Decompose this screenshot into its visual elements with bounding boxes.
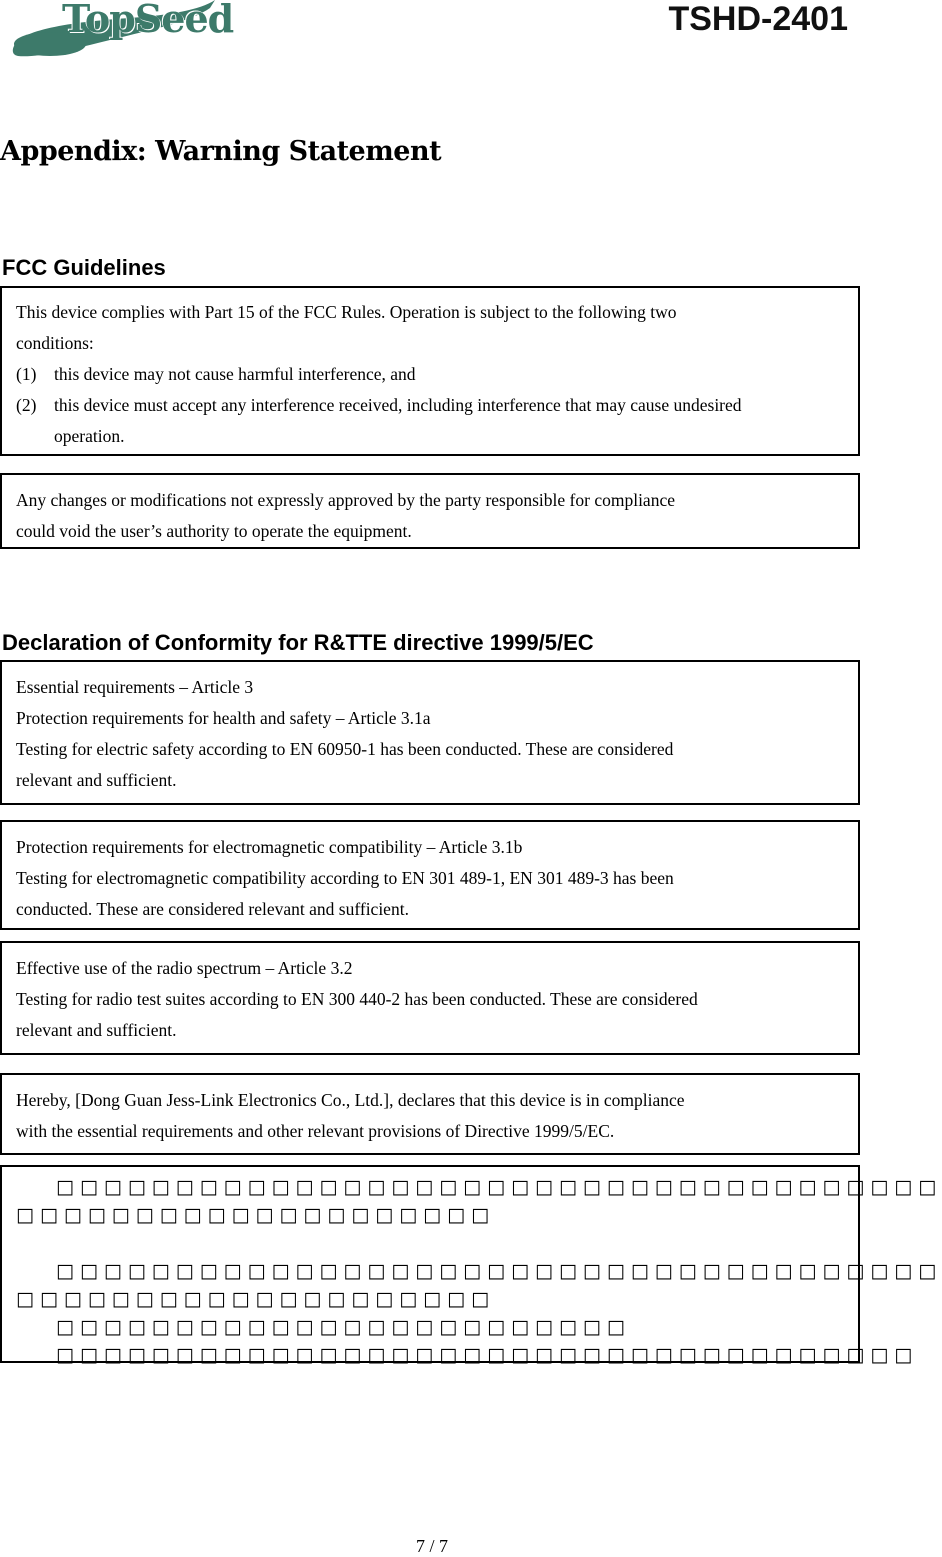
- fcc-intro-line-1: This device complies with Part 15 of the FCC Rules. Operation is subject to the following two: [16, 302, 677, 322]
- doc-line: Protection requirements for health and safety – Article 3.1a: [16, 708, 431, 728]
- doc-heading: Declaration of Conformity for R&TTE directive 1999/5/EC: [2, 630, 594, 655]
- cn-line: □□□□□□□□□□□□□□□□□□□□□□□□□□□□□□□□□□□□: [56, 1344, 919, 1366]
- fcc-condition-number: (1): [16, 364, 37, 384]
- model-number: TSHD-2401: [668, 0, 848, 38]
- fcc-modifications-box: [0, 473, 860, 549]
- doc-line: Essential requirements – Article 3: [16, 677, 254, 697]
- fcc-condition-number: (2): [16, 395, 37, 415]
- doc-line: Testing for electromagnetic compatibility according to EN 301 489-1, EN 301 489-3 has been: [16, 868, 674, 888]
- page-number: 7 / 7: [415, 1536, 448, 1556]
- cn-line: □□□□□□□□□□□□□□□□□□□□□□□□: [56, 1316, 631, 1338]
- page-title: Appendix: Warning Statement: [0, 136, 442, 167]
- chinese-warning-box: [0, 1165, 942, 1366]
- fcc-heading: FCC Guidelines: [2, 255, 166, 280]
- fcc-condition-text: this device may not cause harmful interference, and: [54, 364, 416, 384]
- doc-line: conducted. These are considered relevant and sufficient.: [16, 899, 409, 919]
- fcc-condition-1: [16, 359, 844, 390]
- doc-line: Protection requirements for electromagnetic compatibility – Article 3.1b: [16, 837, 523, 857]
- fcc-intro-line-2: conditions:: [16, 333, 94, 353]
- fcc-mod-line-1: Any changes or modifications not expressly approved by the party responsible for compliance: [16, 490, 675, 510]
- doc-line: Testing for radio test suites according to EN 300 440-2 has been conducted. These are considered: [16, 989, 698, 1009]
- fcc-conditions-box: [0, 286, 860, 456]
- doc-radio-spectrum-box: [0, 941, 860, 1055]
- doc-line: relevant and sufficient.: [16, 1020, 177, 1040]
- doc-line: Testing for electric safety according to EN 60950-1 has been conducted. These are considered: [16, 739, 674, 759]
- doc-line: Hereby, [Dong Guan Jess-Link Electronics Co., Ltd.], declares that this device is in compliance: [16, 1090, 685, 1110]
- doc-line: with the essential requirements and other relevant provisions of Directive 1999/5/EC.: [16, 1121, 615, 1141]
- fcc-condition-text: this device must accept any interference received, including interference that may cause undesired operation.: [54, 395, 742, 446]
- cn-line: □□□□□□□□□□□□□□□□□□□□: [16, 1204, 496, 1226]
- cn-line: □□□□□□□□□□□□□□□□□□□□: [16, 1288, 496, 1310]
- fcc-mod-line-2: could void the user’s authority to operate the equipment.: [16, 521, 412, 541]
- doc-emc-box: [0, 820, 860, 930]
- logo-text: TopSeed: [62, 0, 234, 41]
- doc-health-safety-box: [0, 660, 860, 805]
- topseed-logo: [10, 0, 270, 80]
- doc-line: relevant and sufficient.: [16, 770, 177, 790]
- fcc-condition-2: [16, 390, 844, 452]
- doc-declaration-box: [0, 1073, 860, 1155]
- cn-line: □□□□□□□□□□□□□□□□□□□□□□□□□□□□□□□□□□□□□: [56, 1260, 942, 1282]
- cn-line: □□□□□□□□□□□□□□□□□□□□□□□□□□□□□□□□□□□□□: [56, 1176, 942, 1198]
- doc-line: Effective use of the radio spectrum – Article 3.2: [16, 958, 353, 978]
